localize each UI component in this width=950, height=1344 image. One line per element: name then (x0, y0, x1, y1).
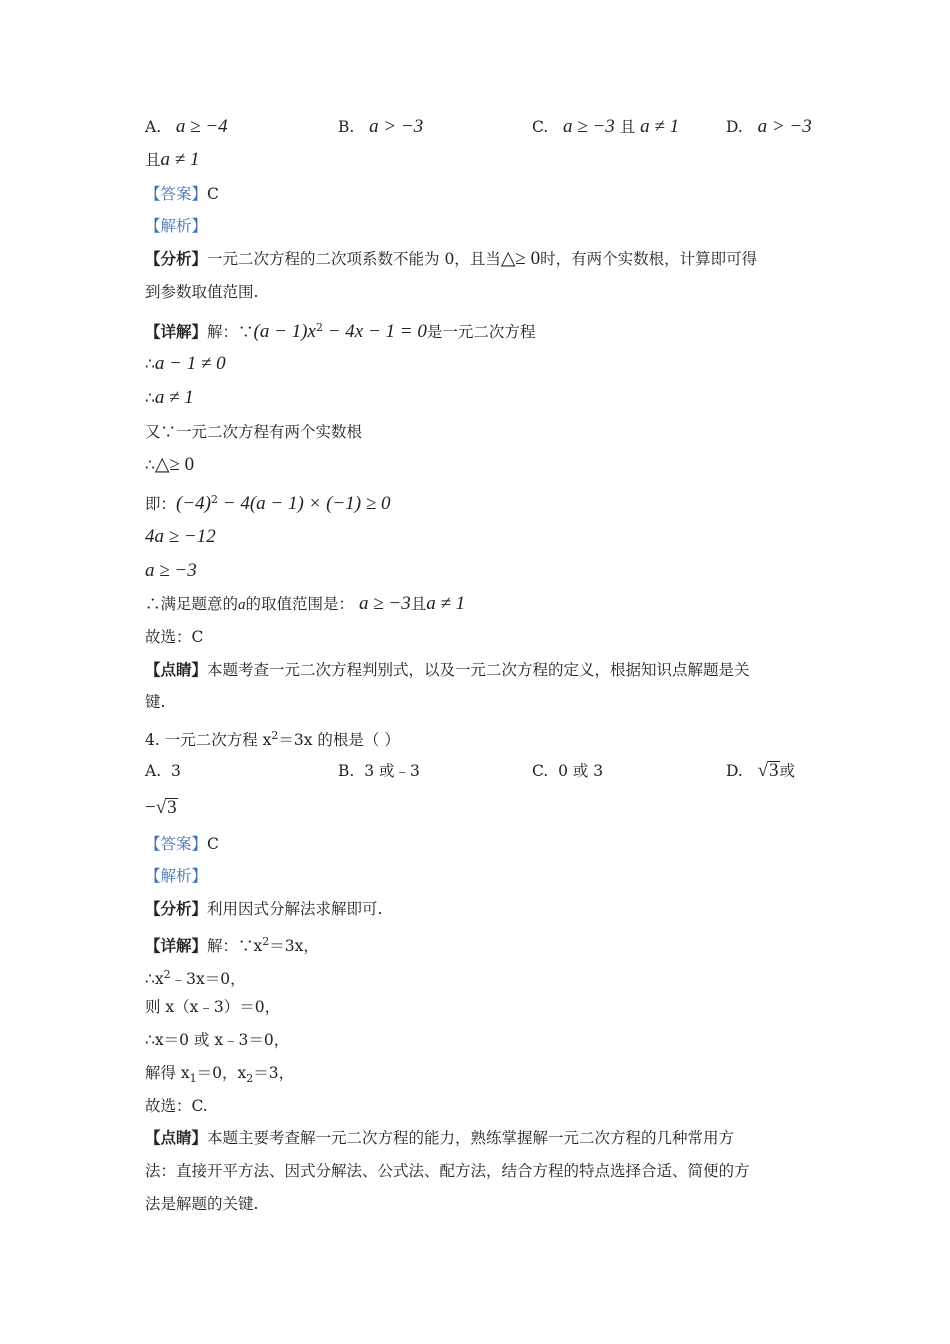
q3-step-4: ∴△≥ 0 (145, 454, 195, 475)
q4-answer: 【答案】C (145, 835, 219, 853)
q3-comment: 【点睛】本题考查一元二次方程判别式，以及一元二次方程的定义，根据知识点解题是关 (145, 660, 750, 679)
q3-option-d-wrap: 且a ≠ 1 (145, 149, 200, 170)
q3-answer: 【答案】C (145, 185, 219, 203)
q4-step-3: ∴x＝0 或 x﹣3＝0， (145, 1031, 290, 1049)
q3-option-b-expr: a > −3 (369, 116, 424, 137)
q3-option-a: A. a ≥ −4 (145, 116, 228, 137)
q4-detail: 【详解】解：$\because x^2=3x$， (145, 935, 319, 956)
q3-option-a-expr: a ≥ −4 (175, 116, 228, 137)
q3-step-2: ∴a ≠ 1 (145, 387, 194, 408)
q4-comment: 【点睛】本题主要考查解一元二次方程的能力，熟练掌握解一元二次方程的几种常用方 (145, 1128, 735, 1147)
q3-analysis: 【分析】一元二次方程的二次项系数不能为 0，且当△≥ 0时，有两个实数根，计算即可得 (145, 248, 758, 269)
q4-comment-line2: 法：直接开平方法、因式分解法、公式法、配方法，结合方程的特点选择合适、简便的方 (145, 1162, 750, 1180)
q4-choose: 故选：C. (145, 1097, 208, 1115)
q4-option-d: D. √3或 (726, 760, 796, 781)
q4-step-1: $\therefore x^2﹣3x=0$， (145, 968, 246, 989)
q3-option-c: C. a ≥ −3 且 a ≠ 1 (532, 116, 680, 137)
q3-step-7: a ≥ −3 (145, 560, 197, 581)
q3-step-3: 又∵一元二次方程有两个实数根 (145, 423, 363, 441)
q4-option-a: A. 3 (145, 762, 181, 780)
answer-tag: 【答案】 (145, 835, 208, 853)
q4-step-2: 则 x（x﹣3）＝0， (145, 998, 281, 1016)
q3-comment-line2: 键. (145, 693, 166, 711)
q3-option-b: B. a > −3 (338, 116, 424, 137)
q4-comment-line3: 法是解题的关键. (145, 1195, 259, 1213)
q4-jiexi-tag: 【解析】 (145, 867, 208, 885)
sqrt-symbol: √ (155, 797, 167, 818)
q4-analysis: 【分析】利用因式分解法求解即可. (145, 899, 383, 918)
q3-choose: 故选：C (145, 628, 204, 646)
q3-jiexi-tag: 【解析】 (145, 217, 208, 235)
answer-tag: 【答案】 (145, 185, 208, 203)
q3-step-5: 即：$(-4)^2 - 4(a - 1) \times (-1) \ge 0$ (145, 493, 391, 515)
q3-step-8: ∴满足题意的a的取值范围是： a ≥ −3且a ≠ 1 (145, 593, 466, 614)
q4-stem: 4. 一元二次方程 $x^2=3x$ 的根是（ ） (145, 729, 400, 750)
q4-option-b: B. 3 或﹣3 (338, 762, 420, 780)
q3-detail: 【详解】解：∵(a − $1)x^2 - 4x - 1 = 0$是一元二次方程 (145, 321, 536, 343)
q4-option-d-wrap: −√3 (145, 797, 177, 818)
q3-step-1: ∴a − 1 ≠ 0 (145, 353, 226, 374)
sqrt-symbol: √ (757, 760, 769, 781)
q3-option-d: D. a > −3 (726, 116, 812, 137)
q4-step-4: 解得 $x_1=0$，$x_2=3$， (145, 1064, 295, 1086)
q3-analysis-line2: 到参数取值范围. (145, 283, 259, 301)
q4-option-c: C. 0 或 3 (532, 762, 604, 780)
q3-step-6: 4a ≥ −12 (145, 526, 216, 547)
